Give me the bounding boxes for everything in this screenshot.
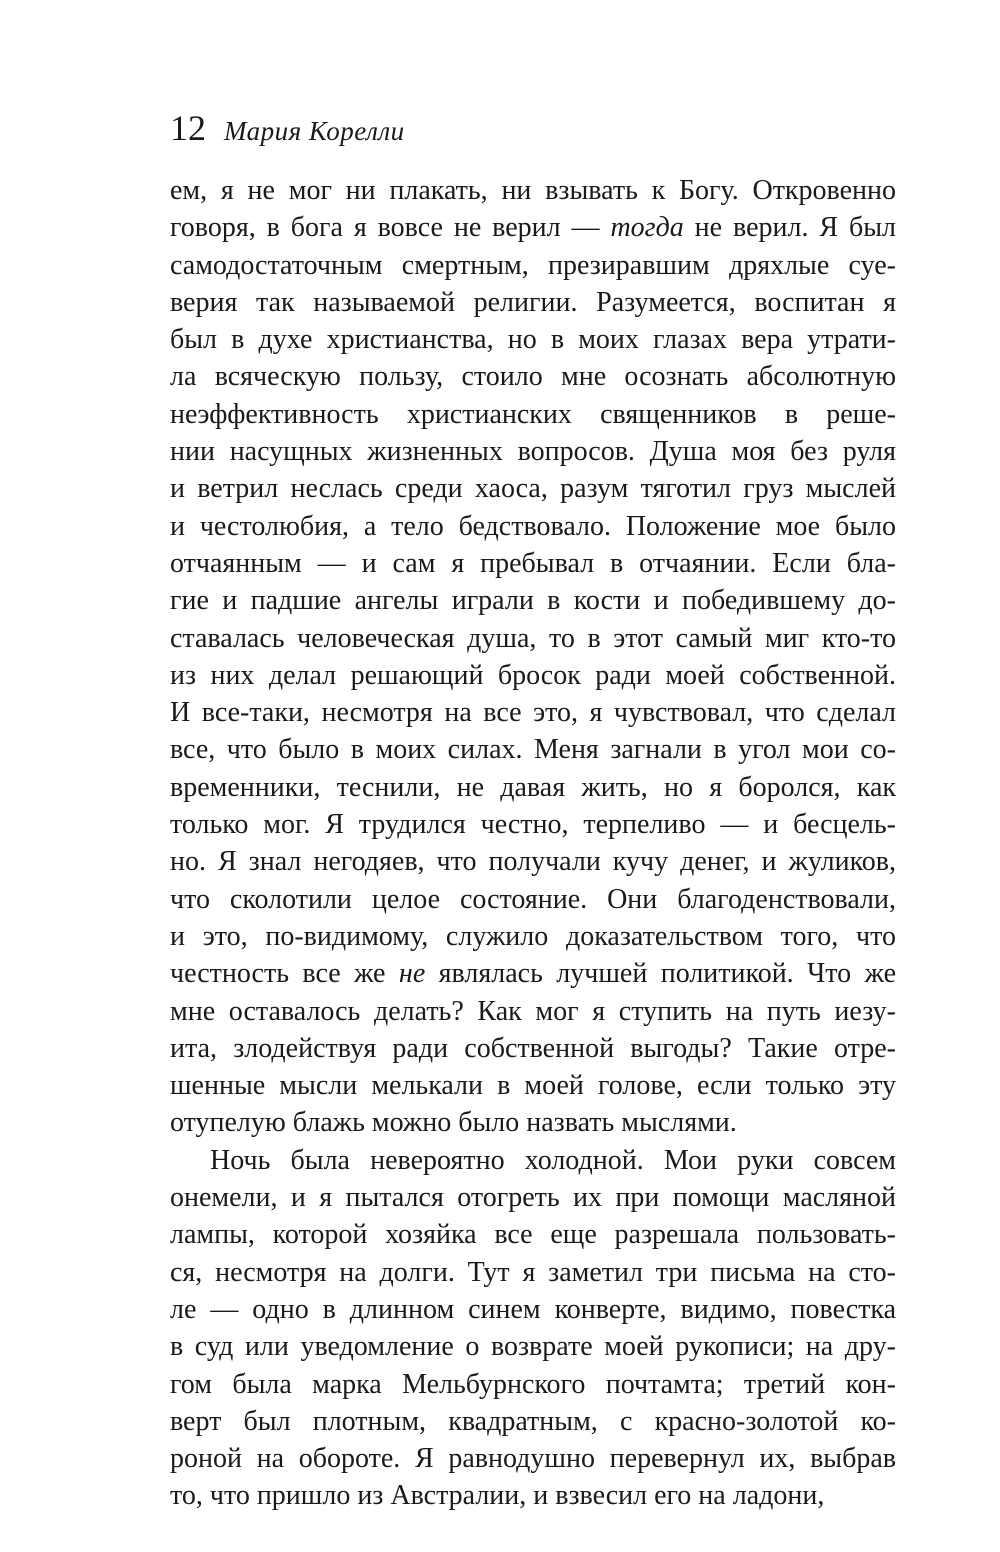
text-segment: шенные мысли мелькали в моей голове, если только эту bbox=[170, 1070, 896, 1102]
text-line bbox=[170, 209, 896, 246]
text-line bbox=[170, 1030, 896, 1067]
text-segment: роной на обороте. Я равнодушно перевернул их, выбрав bbox=[170, 1443, 896, 1475]
text-line bbox=[170, 657, 896, 694]
text-line bbox=[170, 433, 896, 470]
paragraph bbox=[170, 1142, 896, 1515]
text-line bbox=[170, 881, 896, 918]
text-segment: временники, теснили, не давая жить, но я боролся, как bbox=[170, 771, 896, 803]
text-line bbox=[170, 172, 896, 209]
text-segment: верт был плотным, квадратным, с красно-золотой ко- bbox=[170, 1405, 896, 1437]
text-line bbox=[170, 582, 896, 619]
text-segment: И все-таки, несмотря на все это, я чувствовал, что сделал bbox=[170, 697, 896, 729]
text-line bbox=[170, 1328, 896, 1365]
text-segment: и это, по-видимому, служило доказательством того, что bbox=[170, 920, 896, 952]
text-segment: являлась лучшей политикой. Что же bbox=[425, 958, 896, 990]
running-head-author: Мария Корелли bbox=[224, 116, 405, 146]
text-line bbox=[170, 1254, 896, 1291]
text-segment: нии насущных жизненных вопросов. Душа моя без руля bbox=[170, 436, 896, 468]
emphasis-text: тогда bbox=[610, 212, 684, 244]
text-line bbox=[170, 1291, 896, 1328]
text-line bbox=[170, 1366, 896, 1403]
text-line bbox=[170, 1179, 896, 1216]
text-segment: мне оставалось делать? Как мог я ступить на путь иезу- bbox=[170, 995, 896, 1027]
text-segment: говоря, в бога я вовсе не верил — bbox=[170, 212, 611, 244]
emphasis-text: не bbox=[398, 958, 426, 990]
text-line bbox=[170, 1477, 896, 1514]
text-segment: и ветрил неслась среди хаоса, разум тяготил груз мыслей bbox=[170, 473, 896, 505]
text-segment: отчаянным — и сам я пребывал в отчаянии. Если бла- bbox=[170, 547, 896, 579]
text-segment: и честолюбия, а тело бедствовало. Положение мое было bbox=[170, 510, 896, 542]
text-segment: был в духе христианства, но в моих глазах вера утрати- bbox=[170, 324, 896, 356]
text-line bbox=[170, 470, 896, 507]
text-segment: ле — одно в длинном синем конверте, видимо, повестка bbox=[170, 1293, 896, 1325]
text-segment: из них делал решающий бросок ради моей собственной. bbox=[170, 659, 896, 691]
text-line bbox=[170, 545, 896, 582]
text-segment: ита, злодействуя ради собственной выгоды? Такие отре- bbox=[170, 1032, 896, 1064]
text-line bbox=[170, 321, 896, 358]
text-segment: все, что было в моих силах. Меня загнали в угол мои со- bbox=[170, 734, 896, 766]
text-segment: лампы, которой хозяйка все еще разрешала пользовать- bbox=[170, 1219, 896, 1251]
text-segment: онемели, и я пытался отогреть их при помощи масляной bbox=[170, 1182, 896, 1214]
text-segment: только мог. Я трудился честно, терпеливо — и бесцель- bbox=[170, 809, 896, 841]
text-segment: неэффективность христианских священников в реше- bbox=[170, 398, 896, 430]
text-line bbox=[170, 396, 896, 433]
page-number: 12 bbox=[170, 108, 206, 148]
text-line bbox=[170, 843, 896, 880]
text-line bbox=[170, 955, 896, 992]
text-line bbox=[170, 1104, 896, 1141]
text-segment: ся, несмотря на долги. Тут я заметил три письма на сто- bbox=[170, 1256, 896, 1288]
text-line bbox=[170, 358, 896, 395]
text-line bbox=[170, 247, 896, 284]
text-segment: Ночь была невероятно холодной. Мои руки совсем bbox=[210, 1144, 896, 1176]
text-line bbox=[170, 731, 896, 768]
text-line bbox=[170, 918, 896, 955]
running-header bbox=[170, 108, 405, 148]
text-segment: честность все же bbox=[170, 958, 399, 990]
text-line bbox=[170, 769, 896, 806]
paragraph bbox=[170, 172, 896, 1142]
text-line bbox=[170, 620, 896, 657]
text-segment: не верил. Я был bbox=[683, 212, 897, 244]
text-segment: верия так называемой религии. Разумеется, воспитан я bbox=[170, 286, 896, 318]
text-line bbox=[170, 1403, 896, 1440]
text-segment: ем, я не мог ни плакать, ни взывать к Богу. Откровенно bbox=[170, 175, 896, 206]
text-line bbox=[170, 1067, 896, 1104]
text-segment: что сколотили целое состояние. Они благоденствовали, bbox=[170, 883, 896, 915]
text-segment: гие и падшие ангелы играли в кости и победившему до- bbox=[170, 585, 896, 617]
text-line bbox=[170, 694, 896, 731]
text-segment: то, что пришло из Австралии, и взвесил его на ладони, bbox=[170, 1480, 825, 1512]
text-line bbox=[170, 284, 896, 321]
text-line bbox=[170, 993, 896, 1030]
text-segment: ставалась человеческая душа, то в этот самый миг кто-то bbox=[170, 622, 896, 654]
text-segment: гом была марка Мельбурнского почтамта; третий кон- bbox=[170, 1368, 896, 1400]
text-line bbox=[170, 806, 896, 843]
text-segment: отупелую блажь можно было назвать мыслями. bbox=[170, 1107, 737, 1139]
text-line bbox=[170, 508, 896, 545]
text-segment: но. Я знал негодяев, что получали кучу денег, и жуликов, bbox=[170, 846, 896, 878]
text-line bbox=[170, 1216, 896, 1253]
body-text bbox=[170, 172, 896, 1515]
text-segment: в суд или уведомление о возврате моей рукописи; на дру- bbox=[170, 1331, 896, 1363]
text-segment: самодостаточным смертным, презиравшим дряхлые суе- bbox=[170, 249, 896, 281]
text-line bbox=[170, 1440, 896, 1477]
text-segment: ла всяческую пользу, стоило мне осознать абсолютную bbox=[170, 361, 896, 393]
text-line bbox=[170, 1142, 896, 1179]
